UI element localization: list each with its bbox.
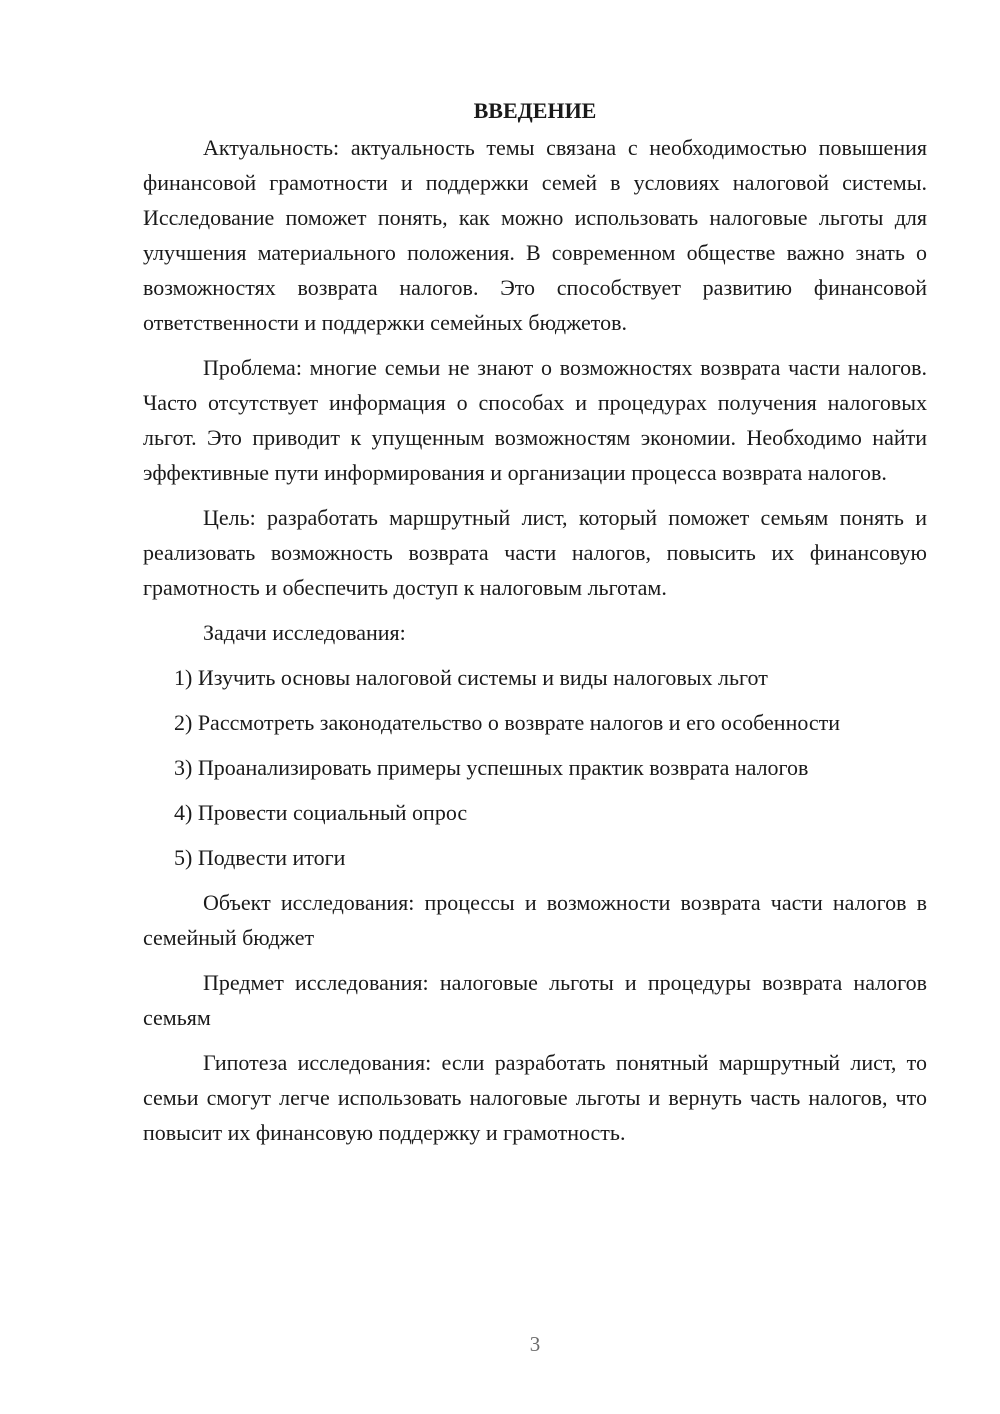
page-number: 3	[529, 1332, 541, 1356]
task-item-4: 4) Провести социальный опрос	[174, 800, 468, 825]
task-item-2: 2) Рассмотреть законодательство о возврате налогов и его особенности	[174, 710, 841, 735]
tasks-heading: Задачи исследования:	[203, 620, 406, 645]
paragraph-object: Объект исследования: процессы и возможности возврата части налогов в семейный бюджет	[143, 890, 927, 950]
paragraph-relevance: Актуальность: актуальность темы связана с необходимостью повышения финансовой грамотности и поддержки семей в условиях налоговой системы. Исследование поможет понять, как можно использовать налоговые льготы для улучшения материального положения. В современном обществе важно знать о возможностях возврата налогов. Это способствует развитию финансовой ответственности и поддержки семейных бюджетов.	[143, 135, 927, 335]
paragraph-hypothesis: Гипотеза исследования: если разработать понятный маршрутный лист, то семьи смогут легче использовать налоговые льготы и вернуть часть налогов, что повысит их финансовую поддержку и грамотность.	[143, 1050, 927, 1145]
document-page	[143, 93, 927, 1160]
paragraph-goal: Цель: разработать маршрутный лист, который поможет семьям понять и реализовать возможность возврата части налогов, повысить их финансовую грамотность и обеспечить доступ к налоговым льготам.	[143, 505, 927, 600]
task-item-1: 1) Изучить основы налоговой системы и виды налоговых льгот	[174, 665, 768, 690]
paragraph-problem: Проблема: многие семьи не знают о возможностях возврата части налогов. Часто отсутствует информация о способах и процедурах получения налоговых льгот. Это приводит к упущенным возможностям экономии. Необходимо найти эффективные пути информирования и организации процесса возврата налогов.	[143, 355, 927, 485]
task-item-3: 3) Проанализировать примеры успешных практик возврата налогов	[174, 755, 809, 780]
paragraph-subject: Предмет исследования: налоговые льготы и процедуры возврата налогов семьям	[143, 970, 927, 1030]
section-title: ВВЕДЕНИЕ	[473, 98, 597, 123]
task-item-5: 5) Подвести итоги	[174, 845, 346, 870]
